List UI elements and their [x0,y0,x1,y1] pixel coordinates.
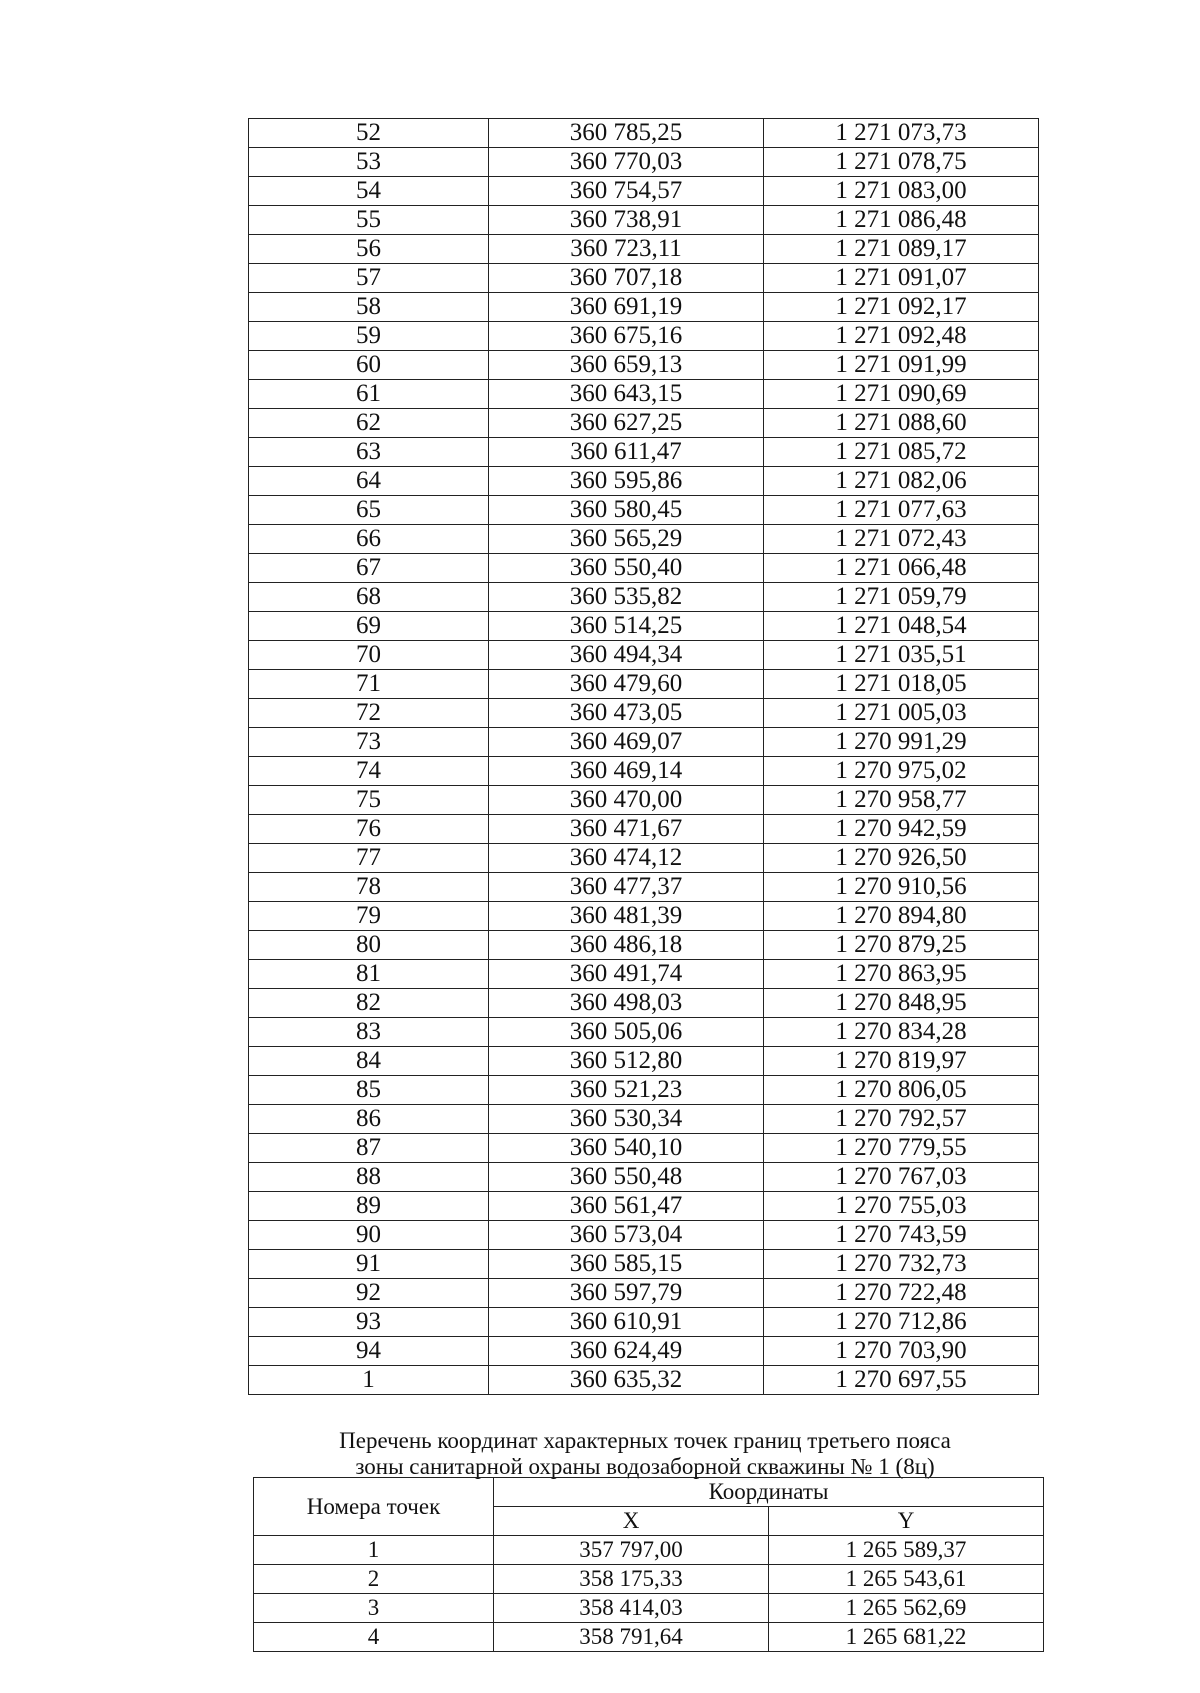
point-number-cell: 79 [249,902,489,931]
x-coordinate-cell: 360 723,11 [489,235,764,264]
x-coordinate-cell: 360 535,82 [489,583,764,612]
y-coordinate-cell: 1 271 048,54 [764,612,1039,641]
x-coordinate-cell: 360 479,60 [489,670,764,699]
x-coordinate-cell: 360 611,47 [489,438,764,467]
table-row [249,786,1039,815]
table-row [249,641,1039,670]
table-row [249,351,1039,380]
y-coordinate-cell: 1 270 926,50 [764,844,1039,873]
point-number-cell: 75 [249,786,489,815]
table-row [249,1105,1039,1134]
table-row [249,525,1039,554]
x-coordinate-cell: 360 540,10 [489,1134,764,1163]
point-number-cell: 94 [249,1337,489,1366]
y-coordinate-cell: 1 270 697,55 [764,1366,1039,1395]
table-row [249,583,1039,612]
y-coordinate-cell: 1 270 848,95 [764,989,1039,1018]
y-coordinate-cell: 1 265 589,37 [769,1536,1044,1565]
point-number-cell: 57 [249,264,489,293]
x-coordinate-cell: 360 770,03 [489,148,764,177]
point-number-cell: 1 [254,1536,494,1565]
x-coordinate-cell: 360 610,91 [489,1308,764,1337]
table-row [249,1192,1039,1221]
x-coordinate-cell: 360 659,13 [489,351,764,380]
x-coordinate-cell: 360 675,16 [489,322,764,351]
y-coordinate-cell: 1 271 077,63 [764,496,1039,525]
y-coordinate-cell: 1 270 991,29 [764,728,1039,757]
y-coordinate-cell: 1 265 681,22 [769,1623,1044,1652]
coordinates-table-body [249,119,1039,1395]
x-coordinate-cell: 360 635,32 [489,1366,764,1395]
y-coordinate-cell: 1 270 819,97 [764,1047,1039,1076]
y-coordinate-cell: 1 271 059,79 [764,583,1039,612]
y-coordinate-cell: 1 265 543,61 [769,1565,1044,1594]
table-caption [220,1428,1070,1480]
point-number-cell: 85 [249,1076,489,1105]
point-number-cell: 76 [249,815,489,844]
table-row [249,1337,1039,1366]
header-coordinates: Координаты [494,1478,1044,1507]
x-coordinate-cell: 360 561,47 [489,1192,764,1221]
point-number-cell: 65 [249,496,489,525]
x-coordinate-cell: 360 512,80 [489,1047,764,1076]
point-number-cell: 70 [249,641,489,670]
table-row [249,1308,1039,1337]
point-number-cell: 71 [249,670,489,699]
x-coordinate-cell: 360 470,00 [489,786,764,815]
x-coordinate-cell: 360 498,03 [489,989,764,1018]
x-coordinate-cell: 360 486,18 [489,931,764,960]
y-coordinate-cell: 1 271 073,73 [764,119,1039,148]
x-coordinate-cell: 360 494,34 [489,641,764,670]
x-coordinate-cell: 360 707,18 [489,264,764,293]
y-coordinate-cell: 1 265 562,69 [769,1594,1044,1623]
x-coordinate-cell: 358 791,64 [494,1623,769,1652]
point-number-cell: 93 [249,1308,489,1337]
table-row [249,1076,1039,1105]
x-coordinate-cell: 360 474,12 [489,844,764,873]
y-coordinate-cell: 1 270 792,57 [764,1105,1039,1134]
x-coordinate-cell: 360 469,07 [489,728,764,757]
table-row [254,1623,1044,1652]
y-coordinate-cell: 1 270 779,55 [764,1134,1039,1163]
point-number-cell: 82 [249,989,489,1018]
y-coordinate-cell: 1 271 005,03 [764,699,1039,728]
table-row [249,380,1039,409]
y-coordinate-cell: 1 270 755,03 [764,1192,1039,1221]
table-row [249,1366,1039,1395]
y-coordinate-cell: 1 270 958,77 [764,786,1039,815]
x-coordinate-cell: 360 643,15 [489,380,764,409]
point-number-cell: 92 [249,1279,489,1308]
x-coordinate-cell: 360 514,25 [489,612,764,641]
y-coordinate-cell: 1 271 092,48 [764,322,1039,351]
y-coordinate-cell: 1 271 018,05 [764,670,1039,699]
y-coordinate-cell: 1 270 767,03 [764,1163,1039,1192]
point-number-cell: 68 [249,583,489,612]
y-coordinate-cell: 1 271 085,72 [764,438,1039,467]
table-row [254,1565,1044,1594]
table-row [249,496,1039,525]
point-number-cell: 3 [254,1594,494,1623]
third-zone-coordinates-table [253,1477,1044,1652]
table-row [249,757,1039,786]
y-coordinate-cell: 1 270 732,73 [764,1250,1039,1279]
table-row [249,293,1039,322]
table-row [249,1163,1039,1192]
point-number-cell: 81 [249,960,489,989]
point-number-cell: 55 [249,206,489,235]
y-coordinate-cell: 1 270 722,48 [764,1279,1039,1308]
x-coordinate-cell: 360 550,40 [489,554,764,583]
table-row [249,554,1039,583]
y-coordinate-cell: 1 271 035,51 [764,641,1039,670]
y-coordinate-cell: 1 271 078,75 [764,148,1039,177]
y-coordinate-cell: 1 271 083,00 [764,177,1039,206]
table-row [249,148,1039,177]
point-number-cell: 67 [249,554,489,583]
y-coordinate-cell: 1 271 090,69 [764,380,1039,409]
x-coordinate-cell: 360 627,25 [489,409,764,438]
x-coordinate-cell: 360 691,19 [489,293,764,322]
x-coordinate-cell: 360 580,45 [489,496,764,525]
x-coordinate-cell: 360 754,57 [489,177,764,206]
table-row [249,902,1039,931]
y-coordinate-cell: 1 270 894,80 [764,902,1039,931]
header-row [254,1478,1044,1507]
table-row [249,467,1039,496]
y-coordinate-cell: 1 271 086,48 [764,206,1039,235]
coordinates-table-continued [248,118,1039,1395]
y-coordinate-cell: 1 270 910,56 [764,873,1039,902]
y-coordinate-cell: 1 270 863,95 [764,960,1039,989]
x-coordinate-cell: 360 550,48 [489,1163,764,1192]
y-coordinate-cell: 1 271 089,17 [764,235,1039,264]
header-x: X [494,1507,769,1536]
x-coordinate-cell: 360 597,79 [489,1279,764,1308]
y-coordinate-cell: 1 270 703,90 [764,1337,1039,1366]
table-row [249,699,1039,728]
point-number-cell: 77 [249,844,489,873]
y-coordinate-cell: 1 270 834,28 [764,1018,1039,1047]
table-row [254,1594,1044,1623]
caption-line-2: зоны санитарной охраны водозаборной скважины № 1 (8ц) [355,1454,935,1479]
point-number-cell: 56 [249,235,489,264]
table-row [249,1134,1039,1163]
caption-line-1: Перечень координат характерных точек границ третьего пояса [339,1428,951,1453]
point-number-cell: 91 [249,1250,489,1279]
table-row [249,670,1039,699]
header-y: Y [769,1507,1044,1536]
y-coordinate-cell: 1 271 088,60 [764,409,1039,438]
y-coordinate-cell: 1 270 942,59 [764,815,1039,844]
table-row [249,1279,1039,1308]
third-zone-table-body [254,1536,1044,1652]
x-coordinate-cell: 360 521,23 [489,1076,764,1105]
point-number-cell: 74 [249,757,489,786]
x-coordinate-cell: 360 530,34 [489,1105,764,1134]
point-number-cell: 66 [249,525,489,554]
y-coordinate-cell: 1 271 091,99 [764,351,1039,380]
x-coordinate-cell: 358 175,33 [494,1565,769,1594]
table-row [249,815,1039,844]
y-coordinate-cell: 1 270 879,25 [764,931,1039,960]
y-coordinate-cell: 1 271 072,43 [764,525,1039,554]
table-row [249,119,1039,148]
x-coordinate-cell: 358 414,03 [494,1594,769,1623]
y-coordinate-cell: 1 271 082,06 [764,467,1039,496]
table-row [249,177,1039,206]
point-number-cell: 54 [249,177,489,206]
point-number-cell: 64 [249,467,489,496]
table-row [249,844,1039,873]
y-coordinate-cell: 1 271 091,07 [764,264,1039,293]
point-number-cell: 63 [249,438,489,467]
table-row [249,1250,1039,1279]
table-row [249,989,1039,1018]
point-number-cell: 52 [249,119,489,148]
point-number-cell: 84 [249,1047,489,1076]
table-row [249,438,1039,467]
point-number-cell: 89 [249,1192,489,1221]
y-coordinate-cell: 1 270 743,59 [764,1221,1039,1250]
table-row [249,612,1039,641]
y-coordinate-cell: 1 270 806,05 [764,1076,1039,1105]
point-number-cell: 53 [249,148,489,177]
point-number-cell: 73 [249,728,489,757]
table-row [249,1018,1039,1047]
y-coordinate-cell: 1 271 092,17 [764,293,1039,322]
y-coordinate-cell: 1 270 712,86 [764,1308,1039,1337]
y-coordinate-cell: 1 271 066,48 [764,554,1039,583]
point-number-cell: 86 [249,1105,489,1134]
x-coordinate-cell: 360 573,04 [489,1221,764,1250]
point-number-cell: 69 [249,612,489,641]
x-coordinate-cell: 357 797,00 [494,1536,769,1565]
table-row [249,409,1039,438]
x-coordinate-cell: 360 491,74 [489,960,764,989]
x-coordinate-cell: 360 505,06 [489,1018,764,1047]
point-number-cell: 78 [249,873,489,902]
table-row [249,235,1039,264]
point-number-cell: 83 [249,1018,489,1047]
point-number-cell: 72 [249,699,489,728]
point-number-cell: 2 [254,1565,494,1594]
header-point-numbers: Номера точек [254,1478,494,1536]
x-coordinate-cell: 360 565,29 [489,525,764,554]
x-coordinate-cell: 360 785,25 [489,119,764,148]
table-row [249,728,1039,757]
x-coordinate-cell: 360 473,05 [489,699,764,728]
x-coordinate-cell: 360 624,49 [489,1337,764,1366]
table-row [249,206,1039,235]
point-number-cell: 80 [249,931,489,960]
x-coordinate-cell: 360 469,14 [489,757,764,786]
x-coordinate-cell: 360 481,39 [489,902,764,931]
point-number-cell: 1 [249,1366,489,1395]
table-row [249,931,1039,960]
point-number-cell: 58 [249,293,489,322]
point-number-cell: 87 [249,1134,489,1163]
table-header [254,1478,1044,1536]
table-row [249,1221,1039,1250]
table-row [249,1047,1039,1076]
table-row [249,960,1039,989]
point-number-cell: 59 [249,322,489,351]
point-number-cell: 62 [249,409,489,438]
y-coordinate-cell: 1 270 975,02 [764,757,1039,786]
point-number-cell: 61 [249,380,489,409]
table-row [249,322,1039,351]
x-coordinate-cell: 360 585,15 [489,1250,764,1279]
point-number-cell: 4 [254,1623,494,1652]
x-coordinate-cell: 360 595,86 [489,467,764,496]
table-row [254,1536,1044,1565]
table-row [249,264,1039,293]
point-number-cell: 60 [249,351,489,380]
point-number-cell: 88 [249,1163,489,1192]
point-number-cell: 90 [249,1221,489,1250]
x-coordinate-cell: 360 738,91 [489,206,764,235]
x-coordinate-cell: 360 471,67 [489,815,764,844]
x-coordinate-cell: 360 477,37 [489,873,764,902]
table-row [249,873,1039,902]
